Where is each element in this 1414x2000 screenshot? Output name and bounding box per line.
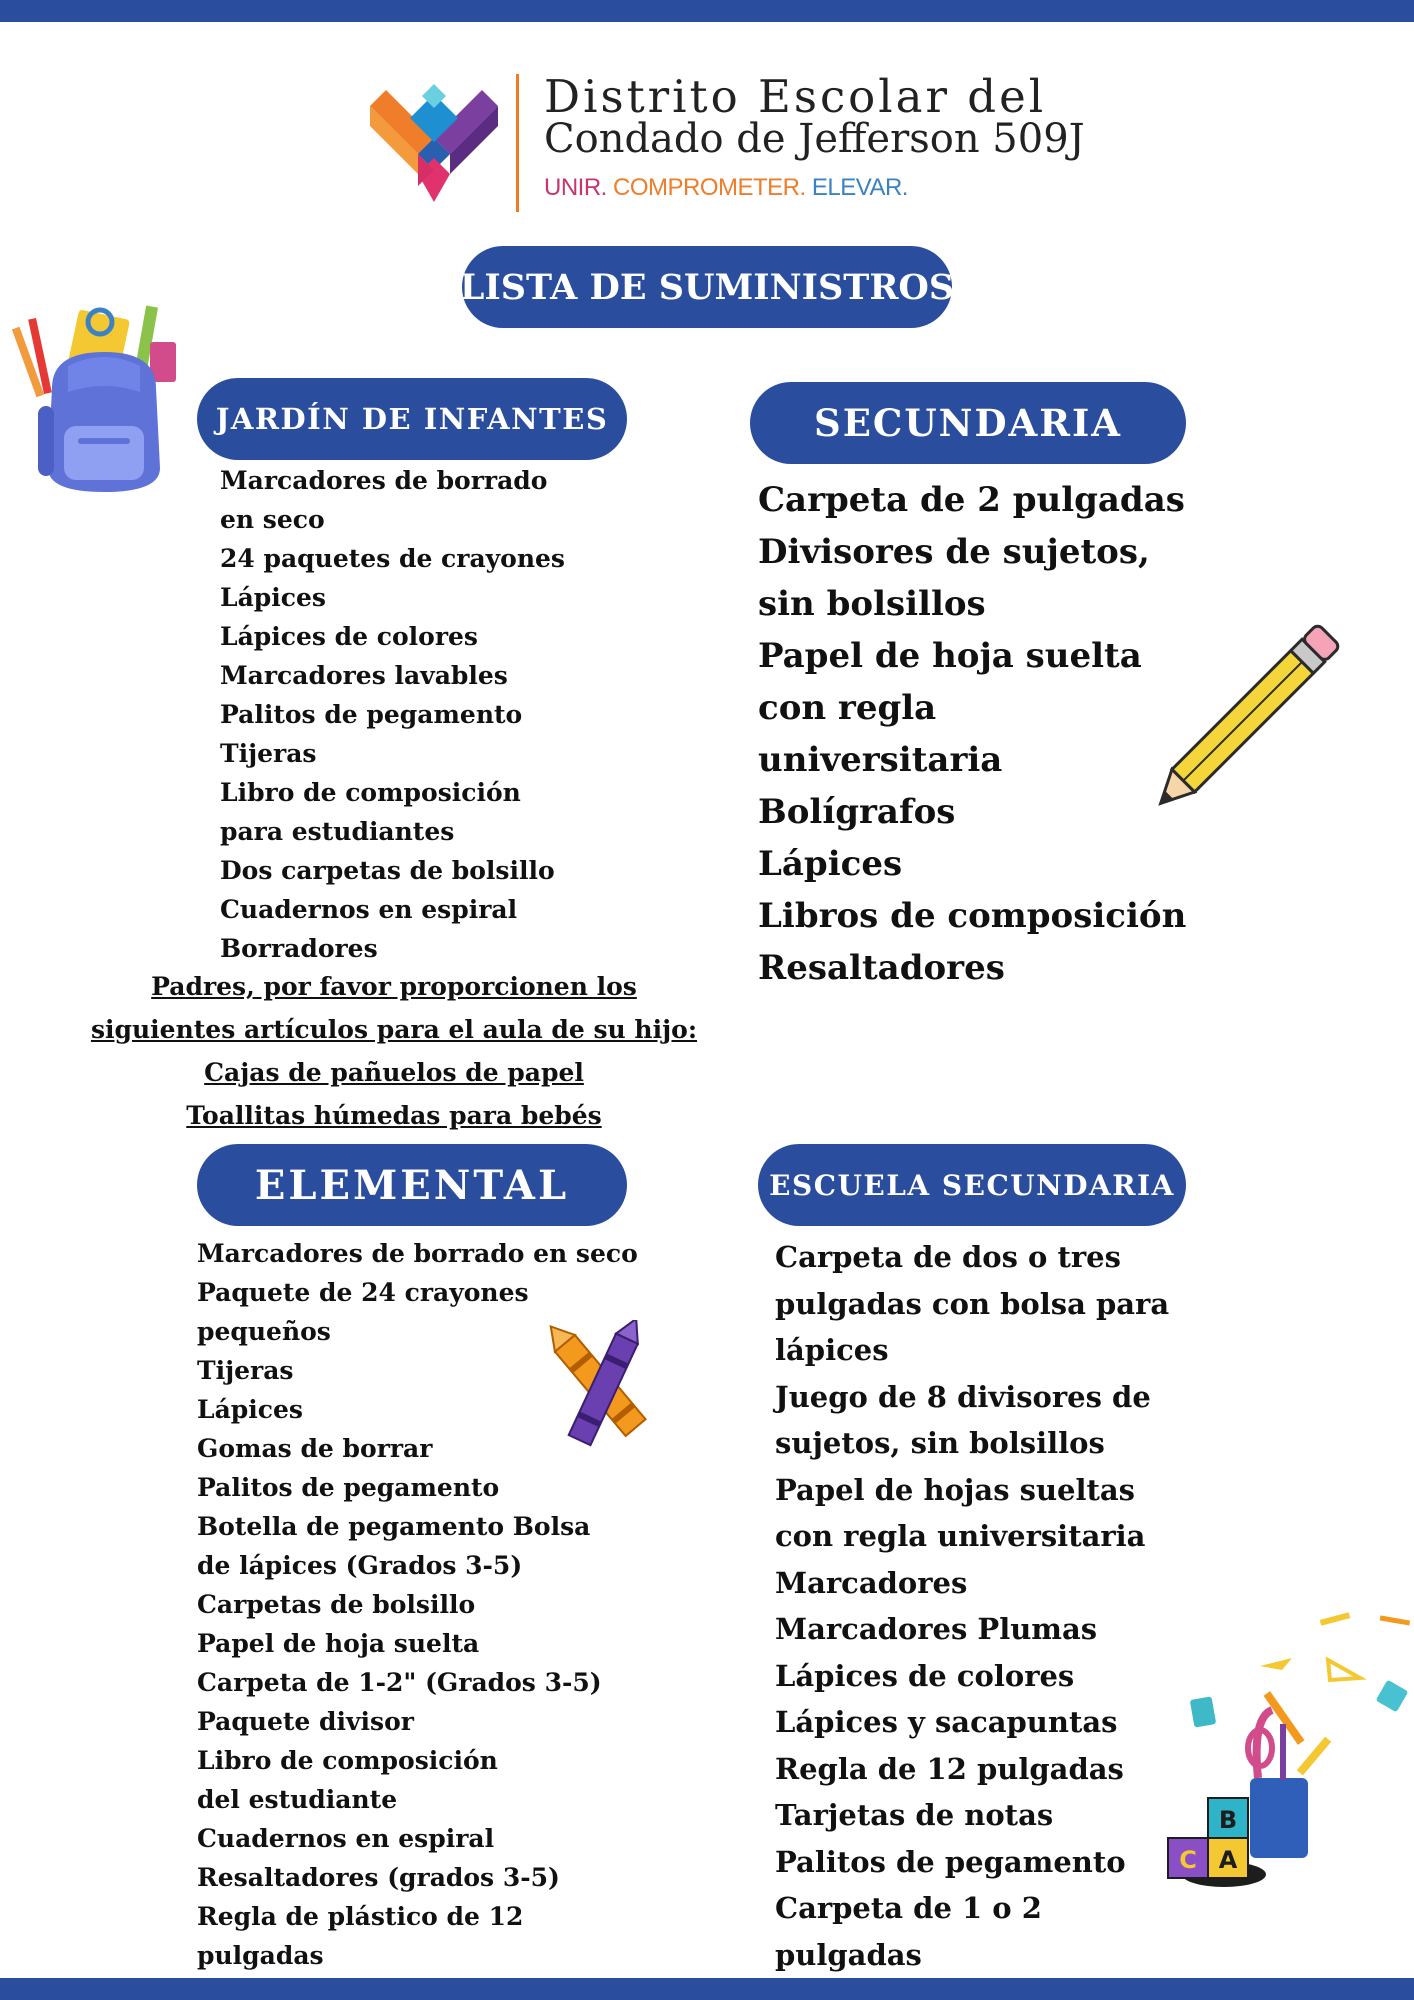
list-item: Carpeta de dos o tres pulgadas con bolsa para lápices: [775, 1240, 1170, 1367]
middle-list: [758, 474, 1188, 994]
parents-note: [88, 965, 700, 1137]
district-logo-icon: [370, 78, 498, 202]
block-letter-c: C: [1179, 1846, 1197, 1874]
list-item: Palitos de pegamento: [775, 1844, 1126, 1879]
list-item: Libro de composición para estudiantes: [220, 778, 521, 846]
list-item: Lápices: [220, 583, 326, 612]
parents-note-line: Toallitas húmedas para bebés: [186, 1101, 602, 1130]
kinder-heading: JARDÍN DE INFANTES: [197, 378, 627, 460]
list-item: Lápices: [197, 1395, 303, 1424]
district-tagline: [544, 174, 908, 202]
district-name-line1: Distrito Escolar del: [544, 70, 1047, 123]
list-item: Marcadores: [775, 1565, 968, 1600]
kinder-list: [220, 461, 580, 968]
list-item: Libros de composición: [758, 896, 1187, 936]
list-item: Marcadores Plumas: [775, 1612, 1098, 1646]
list-item: Palitos de pegamento: [220, 700, 523, 729]
list-item: Marcadores de borrado en seco: [220, 466, 548, 534]
list-item: Papel de hoja suelta con regla universitaria: [758, 636, 1142, 780]
tagline-word-elevar: ELEVAR.: [811, 174, 908, 201]
list-item: Carpeta de 1-2" (Grados 3-5): [197, 1668, 602, 1697]
list-item: Tarjetas de notas: [775, 1798, 1054, 1832]
district-name-line2: Condado de Jefferson 509J: [544, 116, 1085, 162]
list-item: Carpeta de 2 pulgadas: [758, 480, 1185, 520]
parents-note-line: Cajas de pañuelos de papel: [204, 1058, 584, 1087]
middle-heading: SECUNDARIA: [750, 382, 1186, 464]
list-item: Regla de 12 pulgadas: [775, 1751, 1124, 1786]
list-item: Lápices de colores: [220, 622, 478, 651]
list-item: 24 paquetes de crayones: [220, 544, 566, 573]
list-item: Papel de hojas sueltas con regla universitaria: [775, 1472, 1146, 1553]
logo-divider: [516, 74, 519, 212]
list-item: Resaltadores: [758, 948, 1005, 988]
list-item: Dos carpetas de bolsillo: [220, 856, 555, 885]
list-item: Cuadernos en espiral: [220, 895, 518, 924]
backpack-icon: [8, 296, 184, 500]
block-letter-b: B: [1218, 1806, 1238, 1834]
list-item: Paquete divisor: [197, 1707, 414, 1736]
list-item: Palitos de pegamento: [197, 1473, 500, 1502]
elementary-heading: ELEMENTAL: [197, 1144, 627, 1226]
list-item: Regla de plástico de 12 pulgadas: [197, 1902, 524, 1970]
list-item: Papel de hoja suelta: [197, 1629, 480, 1658]
list-item: Tijeras: [220, 739, 317, 768]
school-supplies-icon: [1160, 1608, 1414, 1894]
pencil-icon: [1144, 600, 1364, 820]
list-item: Borradores: [220, 934, 378, 963]
list-item: Tijeras: [197, 1356, 294, 1385]
tagline-word-unir: UNIR.: [544, 174, 607, 201]
list-item: Lápices: [758, 844, 903, 884]
list-item: Gomas de borrar: [197, 1434, 433, 1463]
list-item: Botella de pegamento Bolsa de lápices (Grados 3-5): [197, 1512, 591, 1580]
bottom-bar: [0, 1978, 1414, 2000]
list-item: Libro de composición del estudiante: [197, 1746, 498, 1814]
list-item: Marcadores de borrado en seco: [197, 1239, 638, 1268]
list-item: Divisores de sujetos, sin bolsillos: [758, 532, 1150, 624]
high-list: [775, 1234, 1175, 1978]
crayons-icon: [540, 1320, 670, 1456]
list-item: Paquete de 24 crayones pequeños: [197, 1278, 529, 1346]
list-item: Cuadernos en espiral Resaltadores (grados 3-5): [197, 1824, 560, 1892]
list-item: Lápices de colores: [775, 1658, 1075, 1693]
tagline-word-comprometer: COMPROMETER.: [613, 174, 806, 201]
list-item: Carpetas de bolsillo: [197, 1590, 476, 1619]
parents-note-line: Padres, por favor proporcionen los: [151, 972, 637, 1001]
list-item: Bolígrafos: [758, 792, 956, 832]
block-letter-a: A: [1218, 1846, 1238, 1874]
list-item: Juego de 8 divisores de sujetos, sin bolsillos: [775, 1379, 1151, 1460]
parents-note-line: siguientes artículos para el aula de su hijo:: [90, 1015, 698, 1044]
list-item: Carpeta de 1 o 2 pulgadas: [775, 1891, 1042, 1972]
top-bar: [0, 0, 1414, 22]
page-title: LISTA DE SUMINISTROS: [462, 246, 952, 328]
list-item: Marcadores lavables: [220, 661, 508, 690]
list-item: Lápices y sacapuntas: [775, 1705, 1118, 1739]
high-heading: ESCUELA SECUNDARIA: [758, 1144, 1186, 1226]
